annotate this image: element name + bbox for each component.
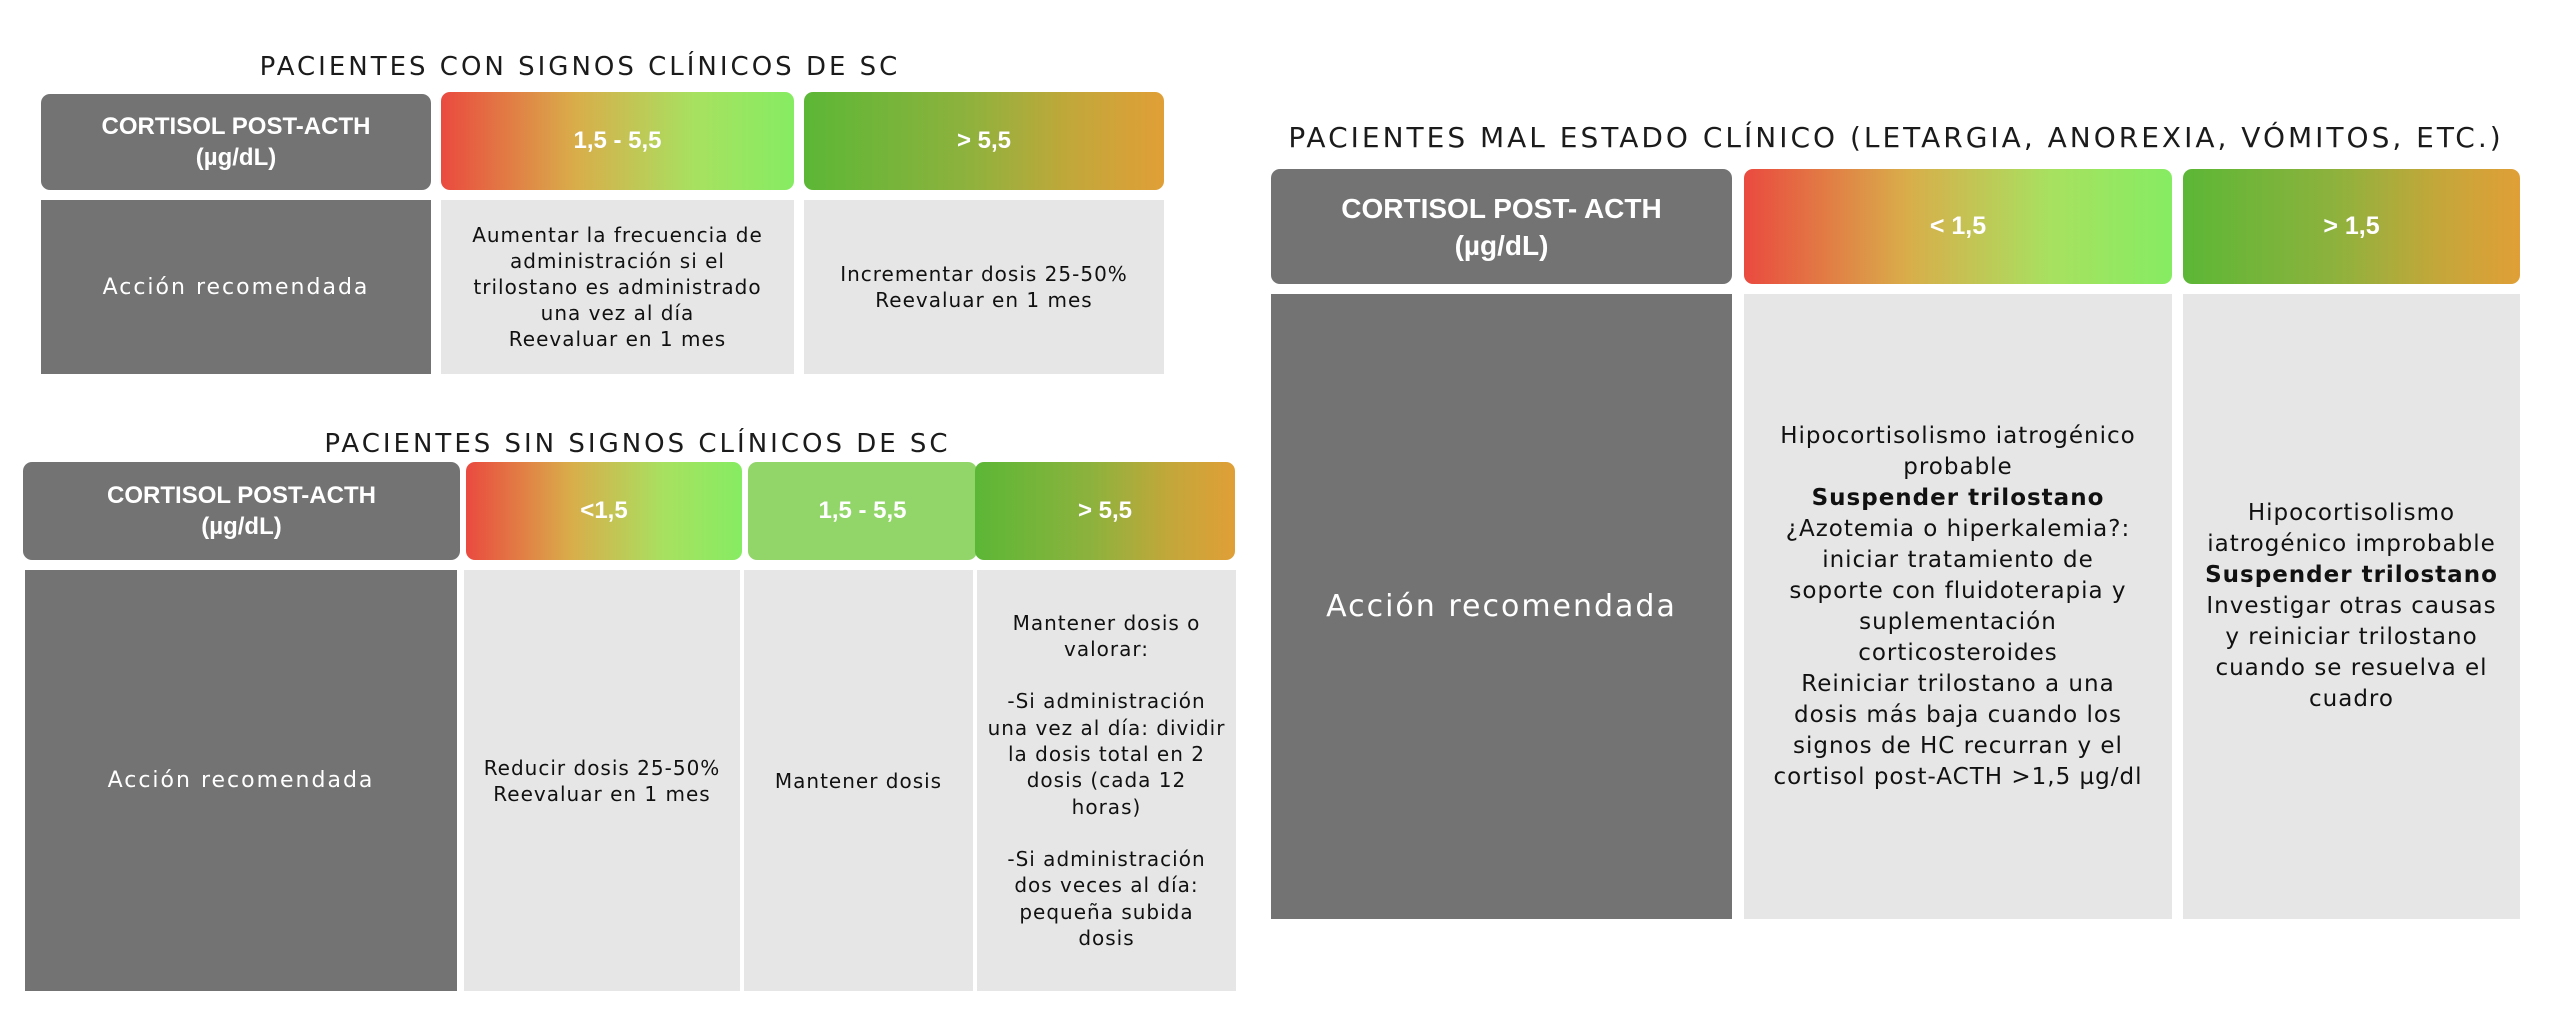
text-line: cortisol post-ACTH >1,5 µg/dl: [1773, 763, 2143, 790]
text-line: dos veces al día:: [1014, 873, 1199, 898]
table3-header-cortisol: [1271, 169, 1732, 284]
text-line: horas): [1071, 794, 1142, 819]
text-line: probable: [1903, 453, 2013, 480]
text-line: Hipocortisolismo iatrogénico: [1780, 422, 2136, 449]
table2-action-3: [977, 570, 1236, 991]
table3-row-label: Acción recomendada: [1271, 294, 1732, 919]
table2-title: PACIENTES SIN SIGNOS CLÍNICOS DE SC: [324, 429, 951, 459]
text-line: Suspender trilostano: [1811, 484, 2105, 511]
text-line: dosis más baja cuando los: [1794, 701, 2122, 728]
table2-action-2: [744, 570, 973, 991]
table2-range-3: > 5,5: [975, 462, 1235, 560]
table3-action-2: [2183, 294, 2520, 919]
table3-title: PACIENTES MAL ESTADO CLÍNICO (LETARGIA, ANOREXIA, VÓMITOS, ETC.): [1288, 121, 2504, 154]
text-line: corticosteroides: [1858, 639, 2058, 666]
text-line: administración si el: [510, 249, 725, 273]
text-line: signos de HC recurran y el: [1793, 732, 2123, 759]
table2-range-2: 1,5 - 5,5: [748, 462, 977, 560]
text-line: y reiniciar trilostano: [2225, 624, 2478, 650]
text-line: trilostano es administrado: [473, 275, 762, 299]
text-line: suplementación: [1859, 608, 2057, 635]
text-line: soporte con fluidoterapia y: [1789, 577, 2127, 604]
text-line: Reevaluar en 1 mes: [875, 288, 1093, 312]
text-line: iniciar tratamiento de: [1822, 546, 2094, 573]
header-line-2: (µg/dL): [195, 144, 277, 171]
text-line: Reevaluar en 1 mes: [493, 781, 711, 806]
table2-action-1: [464, 570, 740, 991]
table1-action-2: [804, 200, 1164, 374]
header-line-2: (µg/dL): [1454, 229, 1549, 261]
table1-row-label: Acción recomendada: [41, 200, 431, 374]
text-line: dosis (cada 12: [1026, 768, 1187, 793]
text-line: -Si administración: [1007, 846, 1206, 871]
table1-title: PACIENTES CON SIGNOS CLÍNICOS DE SC: [259, 52, 901, 82]
header-line-1: CORTISOL POST-ACTH: [101, 113, 371, 140]
header-line-1: CORTISOL POST-ACTH: [107, 482, 376, 509]
text-line: iatrogénico improbable: [2207, 531, 2496, 557]
text-line: Suspender trilostano: [2205, 562, 2498, 588]
text-line: Hipocortisolismo: [2247, 500, 2456, 526]
text-line: dosis: [1078, 925, 1135, 950]
text-line: Reducir dosis 25-50%: [483, 755, 721, 780]
table3-range-2: > 1,5: [2183, 169, 2520, 284]
text-line: Mantener dosis: [774, 768, 943, 793]
text-line: Reiniciar trilostano a una: [1801, 670, 2115, 697]
text-line: valorar:: [1064, 637, 1149, 662]
table1-range-1: 1,5 - 5,5: [441, 92, 794, 190]
text-line: una vez al día: dividir: [987, 715, 1226, 740]
header-line-2: (µg/dL): [201, 513, 282, 540]
table2-header-cortisol: [23, 462, 460, 560]
text-line: Aumentar la frecuencia de: [472, 223, 763, 247]
table2-range-1: <1,5: [466, 462, 742, 560]
text-line: cuadro: [2309, 686, 2394, 712]
text-line: ¿Azotemia o hiperkalemia?:: [1785, 515, 2131, 542]
table1-range-2: > 5,5: [804, 92, 1164, 190]
text-line: Mantener dosis o: [1012, 610, 1201, 635]
header-line-1: CORTISOL POST- ACTH: [1341, 192, 1662, 224]
text-line: Incrementar dosis 25-50%: [840, 262, 1128, 286]
table3-action-1: [1744, 294, 2172, 919]
text-line: pequeña subida: [1019, 899, 1194, 924]
text-line: cuando se resuelva el: [2215, 655, 2488, 681]
table3-range-1: < 1,5: [1744, 169, 2172, 284]
text-line: Investigar otras causas: [2206, 593, 2497, 619]
text-line: una vez al día: [540, 301, 695, 325]
table1-action-1: [441, 200, 794, 374]
table2-row-label: Acción recomendada: [25, 570, 457, 991]
table1-header-cortisol: [41, 94, 431, 190]
text-line: la dosis total en 2: [1007, 742, 1205, 767]
text-line: Reevaluar en 1 mes: [508, 327, 727, 351]
text-line: -Si administración: [1007, 689, 1206, 714]
